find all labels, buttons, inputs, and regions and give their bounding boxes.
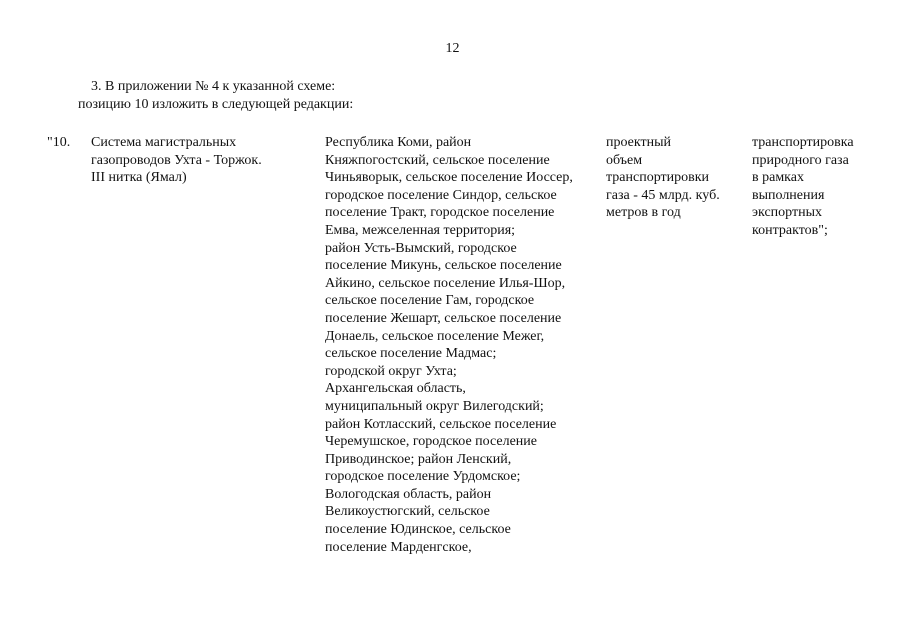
purpose-line: транспортировка <box>752 135 854 150</box>
parameter-line: проектный <box>606 135 672 150</box>
territory-line: район Усть-Вымский, городское <box>325 240 517 256</box>
purpose-line: природного газа <box>752 152 849 168</box>
parameter-line: транспортировки <box>606 170 710 186</box>
object-name-line: III нитка (Ямал) <box>91 170 187 186</box>
parameter-line: метров в год <box>606 205 681 221</box>
purpose-cell <box>752 134 854 240</box>
territory-line: Емва, межселенная территория; <box>325 222 516 238</box>
purpose-line: в рамках <box>752 170 804 186</box>
territory-line: поселение Юдинское, сельское <box>325 522 511 538</box>
purpose-line: выполнения <box>752 187 825 203</box>
territory-cell <box>325 134 573 556</box>
territory-line: Архангельская область, <box>325 381 466 397</box>
parameter-line: газа - 45 млрд. куб. <box>606 187 720 203</box>
territory-line: Великоустюгский, сельское <box>325 504 490 520</box>
territory-line: сельское поселение Мадмас; <box>325 346 497 362</box>
row-number <box>47 134 70 152</box>
object-name-cell <box>91 134 262 187</box>
territory-line: Республика Коми, район <box>325 135 472 150</box>
territory-line: Княжпогостский, сельское поселение <box>325 152 550 168</box>
territory-line: район Котласский, сельское поселение <box>325 416 557 432</box>
parameters-cell <box>606 134 720 222</box>
territory-line: городской округ Ухта; <box>325 363 457 379</box>
parameter-line: объем <box>606 152 643 168</box>
page-number: 12 <box>445 41 460 56</box>
intro-line-1: 3. В приложении № 4 к указанной схеме: <box>91 79 336 94</box>
purpose-line: экспортных <box>752 205 822 221</box>
territory-line: сельское поселение Гам, городское <box>325 293 535 309</box>
territory-line: поселение Жешарт, сельское поселение <box>325 310 562 326</box>
intro-line-2: позицию 10 изложить в следующей редакции: <box>78 96 354 112</box>
territory-line: городское поселение Синдор, сельское <box>325 187 557 203</box>
object-name-line: Система магистральных <box>91 135 237 150</box>
object-name-line: газопроводов Ухта - Торжок. <box>91 152 262 168</box>
territory-line: Донаель, сельское поселение Межег, <box>325 328 545 344</box>
territory-line: Вологодская область, район <box>325 486 492 502</box>
territory-line: Айкино, сельское поселение Илья-Шор, <box>325 275 566 291</box>
territory-line: поселение Тракт, городское поселение <box>325 205 555 221</box>
purpose-line: контрактов"; <box>752 222 828 238</box>
territory-line: поселение Марденгское, <box>325 539 472 555</box>
territory-line: городское поселение Урдомское; <box>325 469 521 485</box>
territory-line: Черемушское, городское поселение <box>325 434 537 450</box>
territory-line: Приводинское; район Ленский, <box>325 451 512 467</box>
intro-paragraph <box>78 78 353 113</box>
territory-line: муниципальный округ Вилегодский; <box>325 398 544 414</box>
territory-line: Чиньяворык, сельское поселение Иоссер, <box>325 170 573 186</box>
territory-line: поселение Микунь, сельское поселение <box>325 258 562 274</box>
row-number-text: "10. <box>47 135 71 150</box>
